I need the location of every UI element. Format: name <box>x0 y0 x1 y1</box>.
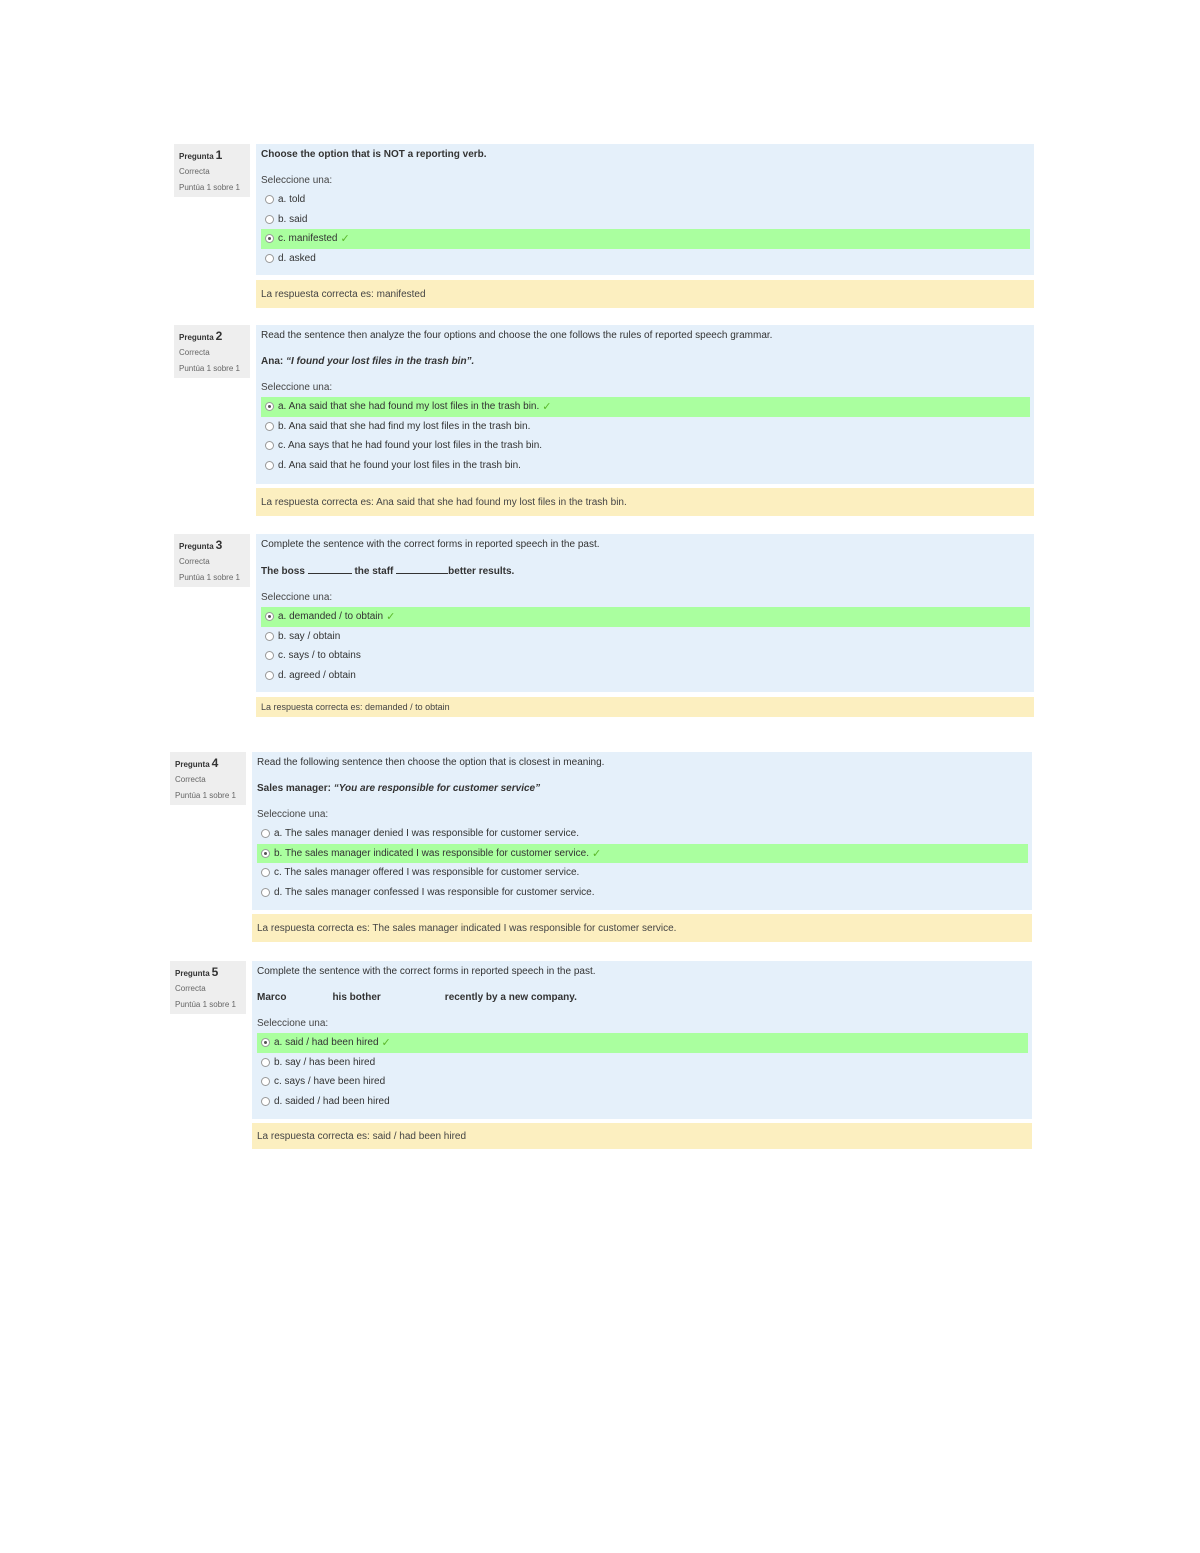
question-number: Pregunta 5 <box>175 965 219 979</box>
question-info <box>174 325 250 378</box>
answer-option-a[interactable]: a. told <box>261 190 1030 210</box>
feedback-box: La respuesta correcta es: said / had been hired <box>252 1123 1032 1149</box>
radio-button[interactable] <box>261 1038 270 1047</box>
radio-button[interactable] <box>261 868 270 877</box>
checkmark-icon: ✓ <box>591 847 602 860</box>
radio-button[interactable] <box>265 441 274 450</box>
answer-options <box>261 190 1030 268</box>
answer-options <box>261 607 1030 685</box>
answer-prompt: Seleccione una: <box>261 382 333 393</box>
blank-2 <box>396 564 448 574</box>
answer-option-b[interactable]: b. say / has been hired <box>257 1053 1028 1073</box>
answer-option-b[interactable]: b. Ana said that she had find my lost files in the trash bin. <box>261 417 1030 437</box>
question-text: Complete the sentence with the correct forms in reported speech in the past. <box>261 539 600 550</box>
answer-option-c[interactable]: c. The sales manager offered I was responsible for customer service. <box>257 863 1028 883</box>
question-number: Pregunta 2 <box>179 329 223 343</box>
question-number: Pregunta 1 <box>179 148 223 162</box>
question-text: Complete the sentence with the correct forms in reported speech in the past. <box>257 966 596 977</box>
answer-option-c[interactable]: c. says / have been hired <box>257 1072 1028 1092</box>
question-info <box>170 752 246 805</box>
question-info <box>174 144 250 197</box>
question-number: Pregunta 3 <box>179 538 223 552</box>
answer-option-c[interactable]: c. Ana says that he had found your lost files in the trash bin. <box>261 436 1030 456</box>
radio-button[interactable] <box>265 215 274 224</box>
question-content <box>252 961 1032 1119</box>
question-state: Correcta <box>175 984 206 993</box>
radio-button[interactable] <box>261 829 270 838</box>
answer-option-b[interactable]: b. say / obtain <box>261 627 1030 647</box>
radio-button[interactable] <box>261 1077 270 1086</box>
question-state: Correcta <box>179 557 210 566</box>
radio-button[interactable] <box>265 402 274 411</box>
radio-button[interactable] <box>265 461 274 470</box>
question-sentence: Ana: “I found your lost files in the trash bin”. <box>261 356 475 367</box>
checkmark-icon: ✓ <box>386 611 396 624</box>
radio-button[interactable] <box>261 888 270 897</box>
question-grade: Puntúa 1 sobre 1 <box>175 1000 236 1009</box>
radio-button[interactable] <box>265 234 274 243</box>
radio-button[interactable] <box>261 1058 270 1067</box>
answer-option-a[interactable]: a. Ana said that she had found my lost files in the trash bin. ✓ <box>261 397 1030 417</box>
checkmark-icon: ✓ <box>340 233 350 246</box>
question-content <box>256 325 1034 484</box>
radio-button[interactable] <box>265 671 274 680</box>
radio-button[interactable] <box>265 612 274 621</box>
feedback-box: La respuesta correcta es: manifested <box>256 280 1034 308</box>
question-grade: Puntúa 1 sobre 1 <box>179 183 240 192</box>
question-content <box>256 534 1034 692</box>
question-grade: Puntúa 1 sobre 1 <box>179 364 240 373</box>
question-sentence: Sales manager: “You are responsible for customer service” <box>257 783 541 794</box>
answer-option-a[interactable]: a. said / had been hired ✓ <box>257 1033 1028 1053</box>
question-number: Pregunta 4 <box>175 756 219 770</box>
question-content <box>252 752 1032 910</box>
answer-option-b[interactable]: b. The sales manager indicated I was responsible for customer service. ✓ <box>257 844 1028 864</box>
answer-options <box>257 1033 1028 1111</box>
answer-prompt: Seleccione una: <box>261 592 333 603</box>
feedback-box: La respuesta correcta es: demanded / to obtain <box>256 697 1034 717</box>
answer-option-d[interactable]: d. The sales manager confessed I was responsible for customer service. <box>257 883 1028 903</box>
question-grade: Puntúa 1 sobre 1 <box>175 791 236 800</box>
radio-button[interactable] <box>265 651 274 660</box>
answer-option-b[interactable]: b. said <box>261 210 1030 230</box>
blank-1 <box>308 564 352 574</box>
question-grade: Puntúa 1 sobre 1 <box>179 573 240 582</box>
question-content <box>256 144 1034 275</box>
checkmark-icon: ✓ <box>542 401 552 414</box>
answer-option-a[interactable]: a. demanded / to obtain ✓ <box>261 607 1030 627</box>
answer-options <box>257 824 1028 902</box>
radio-button[interactable] <box>261 1097 270 1106</box>
question-info <box>174 534 250 587</box>
answer-prompt: Seleccione una: <box>257 1018 329 1029</box>
feedback-box: La respuesta correcta es: Ana said that she had found my lost files in the trash bin. <box>256 488 1034 516</box>
answer-option-d[interactable]: d. asked <box>261 249 1030 269</box>
answer-option-d[interactable]: d. agreed / obtain <box>261 666 1030 686</box>
radio-button[interactable] <box>265 195 274 204</box>
radio-button[interactable] <box>265 632 274 641</box>
feedback-box: La respuesta correcta es: The sales manager indicated I was responsible for customer service. <box>252 914 1032 942</box>
question-info <box>170 961 246 1014</box>
answer-prompt: Seleccione una: <box>261 175 333 186</box>
answer-option-c[interactable]: c. says / to obtains <box>261 646 1030 666</box>
radio-button[interactable] <box>261 849 270 858</box>
question-sentence: Marco his bother recently by a new company. <box>257 992 577 1003</box>
question-state: Correcta <box>179 348 210 357</box>
answer-option-a[interactable]: a. The sales manager denied I was responsible for customer service. <box>257 824 1028 844</box>
answer-option-c[interactable]: c. manifested ✓ <box>261 229 1030 249</box>
answer-option-d[interactable]: d. saided / had been hired <box>257 1092 1028 1112</box>
radio-button[interactable] <box>265 254 274 263</box>
answer-prompt: Seleccione una: <box>257 809 329 820</box>
answer-option-d[interactable]: d. Ana said that he found your lost files in the trash bin. <box>261 456 1030 476</box>
answer-options <box>261 397 1030 475</box>
question-text: Read the following sentence then choose the option that is closest in meaning. <box>257 757 605 768</box>
question-state: Correcta <box>175 775 206 784</box>
question-sentence: The boss the staff better results. <box>261 566 515 577</box>
checkmark-icon: ✓ <box>381 1037 391 1050</box>
question-text: Choose the option that is NOT a reporting verb. <box>261 149 487 160</box>
question-state: Correcta <box>179 167 210 176</box>
radio-button[interactable] <box>265 422 274 431</box>
question-text: Read the sentence then analyze the four options and choose the one follows the rules of reported speech grammar. <box>261 330 773 341</box>
